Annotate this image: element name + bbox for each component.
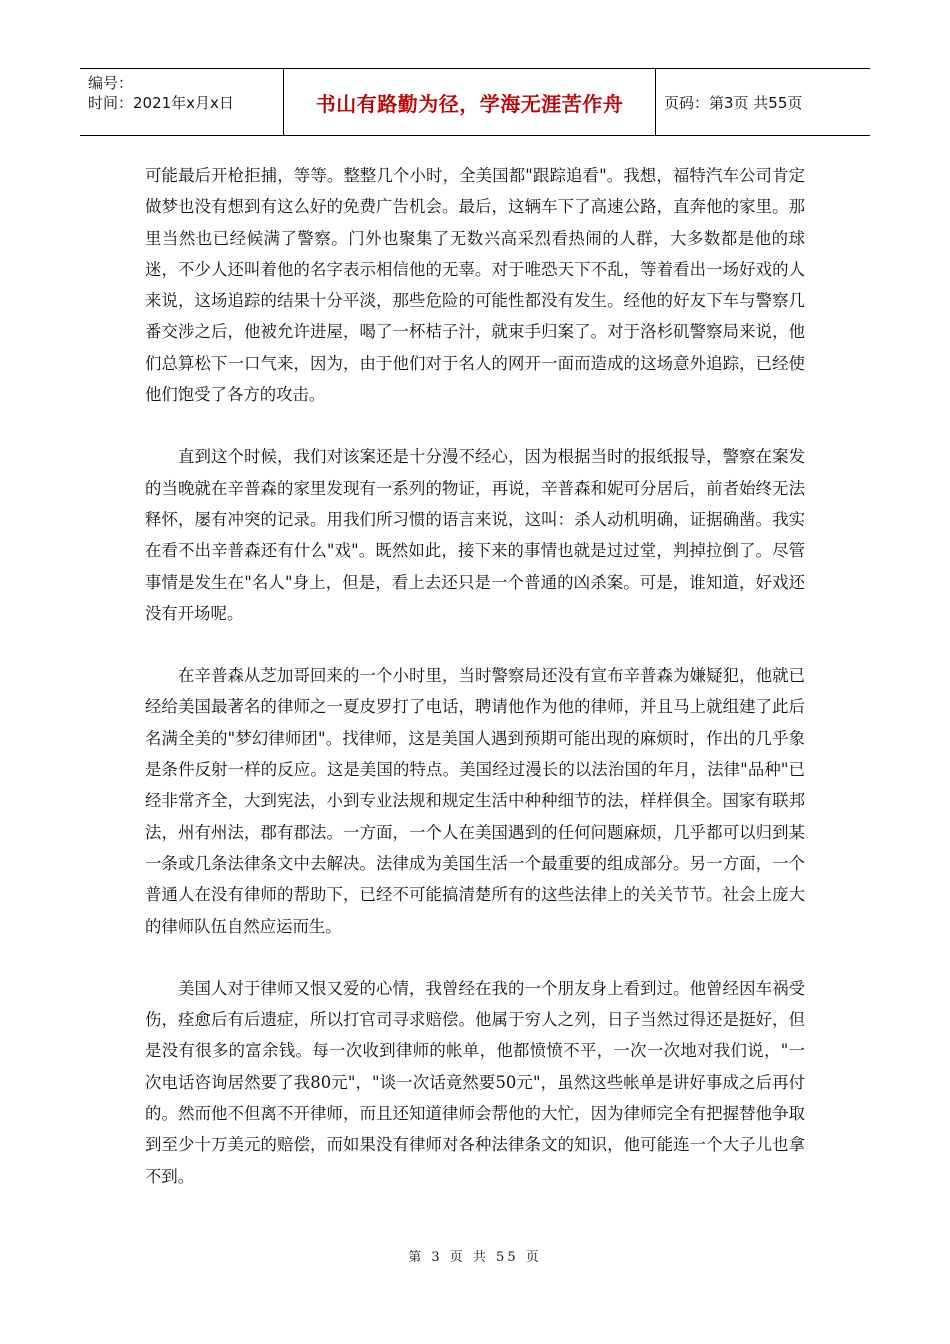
header-meta bbox=[80, 69, 284, 135]
paragraph-1: 可能最后开枪拒捕，等等。整整几个小时，全美国都"跟踪追看"。我想，福特汽车公司肯定做梦也没有想到有这么好的免费广告机会。最后，这辆车下了高速公路，直奔他的家里。那里当然也已经候满了警察。门外也聚集了无数兴高采烈看热闹的人群，大多数都是他的球迷，不少人还叫着他的名字表示相信他的无辜。对于唯恐天下不乱，等着看出一场好戏的人来说，这场追踪的结果十分平淡，那些危险的可能性都没有发生。经他的好友下车与警察几番交涉之后，他被允许进屋，喝了一杯桔子汁，就束手归案了。对于洛杉矶警察局来说，他们总算松下一口气来，因为，由于他们对于名人的网开一面而造成的这场意外追踪，已经使他们饱受了各方的攻击。 bbox=[145, 166, 805, 405]
document-time-label: 时间：2021年x月x日 bbox=[88, 94, 234, 112]
page-header bbox=[80, 68, 870, 136]
paragraph-2: 直到这个时候，我们对该案还是十分漫不经心，因为根据当时的报纸报导，警察在案发的当晚就在辛普森的家里发现有一系列的物证，再说，辛普森和妮可分居后，前者始终无法释怀，屡有冲突的记录。用我们所习惯的语言来说，这叫：杀人动机明确，证据确凿。我实在看不出辛普森还有什么"戏"。既然如此，接下来的事情也就是过过堂，判掉拉倒了。尽管事情是发生在"名人"身上，但是，看上去还只是一个普通的凶杀案。可是，谁知道，好戏还没有开场呢。 bbox=[145, 447, 805, 623]
header-motto: 书山有路勤为径，学海无涯苦作舟 bbox=[284, 69, 656, 135]
header-page-number: 页码：第3页 共55页 bbox=[664, 93, 803, 112]
page-footer: 第 3 页 共 55 页 bbox=[408, 1250, 542, 1265]
paragraph-3: 在辛普森从芝加哥回来的一个小时里，当时警察局还没有宣布辛普森为嫌疑犯，他就已经给美国最著名的律师之一夏皮罗打了电话，聘请他作为他的律师，并且马上就组建了此后名满全美的"梦幻律师团"。找律师，这是美国人遇到预期可能出现的麻烦时，作出的几乎象是条件反射一样的反应。这是美国的特点。美国经过漫长的以法治国的年月，法律"品种"已经非常齐全，大到宪法，小到专业法规和规定生活中种种细节的法，样样俱全。国家有联邦法，州有州法，郡有郡法。一方面，一个人在美国遇到的任何问题麻烦，几乎都可以归到某一条或几条法律条文中去解决。法律成为美国生活一个最重要的组成部分。另一方面，一个普通人在没有律师的帮助下，已经不可能搞清楚所有的这些法律上的关关节节。社会上庞大的律师队伍自然应运而生。 bbox=[145, 666, 805, 936]
document-number-label: 编号： bbox=[88, 74, 134, 92]
document-body bbox=[145, 160, 805, 1223]
paragraph-4: 美国人对于律师又恨又爱的心情，我曾经在我的一个朋友身上看到过。他曾经因车祸受伤，痊愈后有后遗症，所以打官司寻求赔偿。他属于穷人之列，日子当然过得还是挺好，但是没有很多的富余钱。每一次收到律师的帐单，他都愤愤不平，一次一次地对我们说，"一次电话咨询居然要了我80元"，"谈一次话竟然要50元"，虽然这些帐单是讲好事成之后再付的。然而他不但离不开律师，而且还知道律师会帮他的大忙，因为律师完全有把握替他争取到至少十万美元的赔偿，而如果没有律师对各种法律条文的知识，他可能连一个大子儿也拿不到。 bbox=[145, 978, 805, 1186]
